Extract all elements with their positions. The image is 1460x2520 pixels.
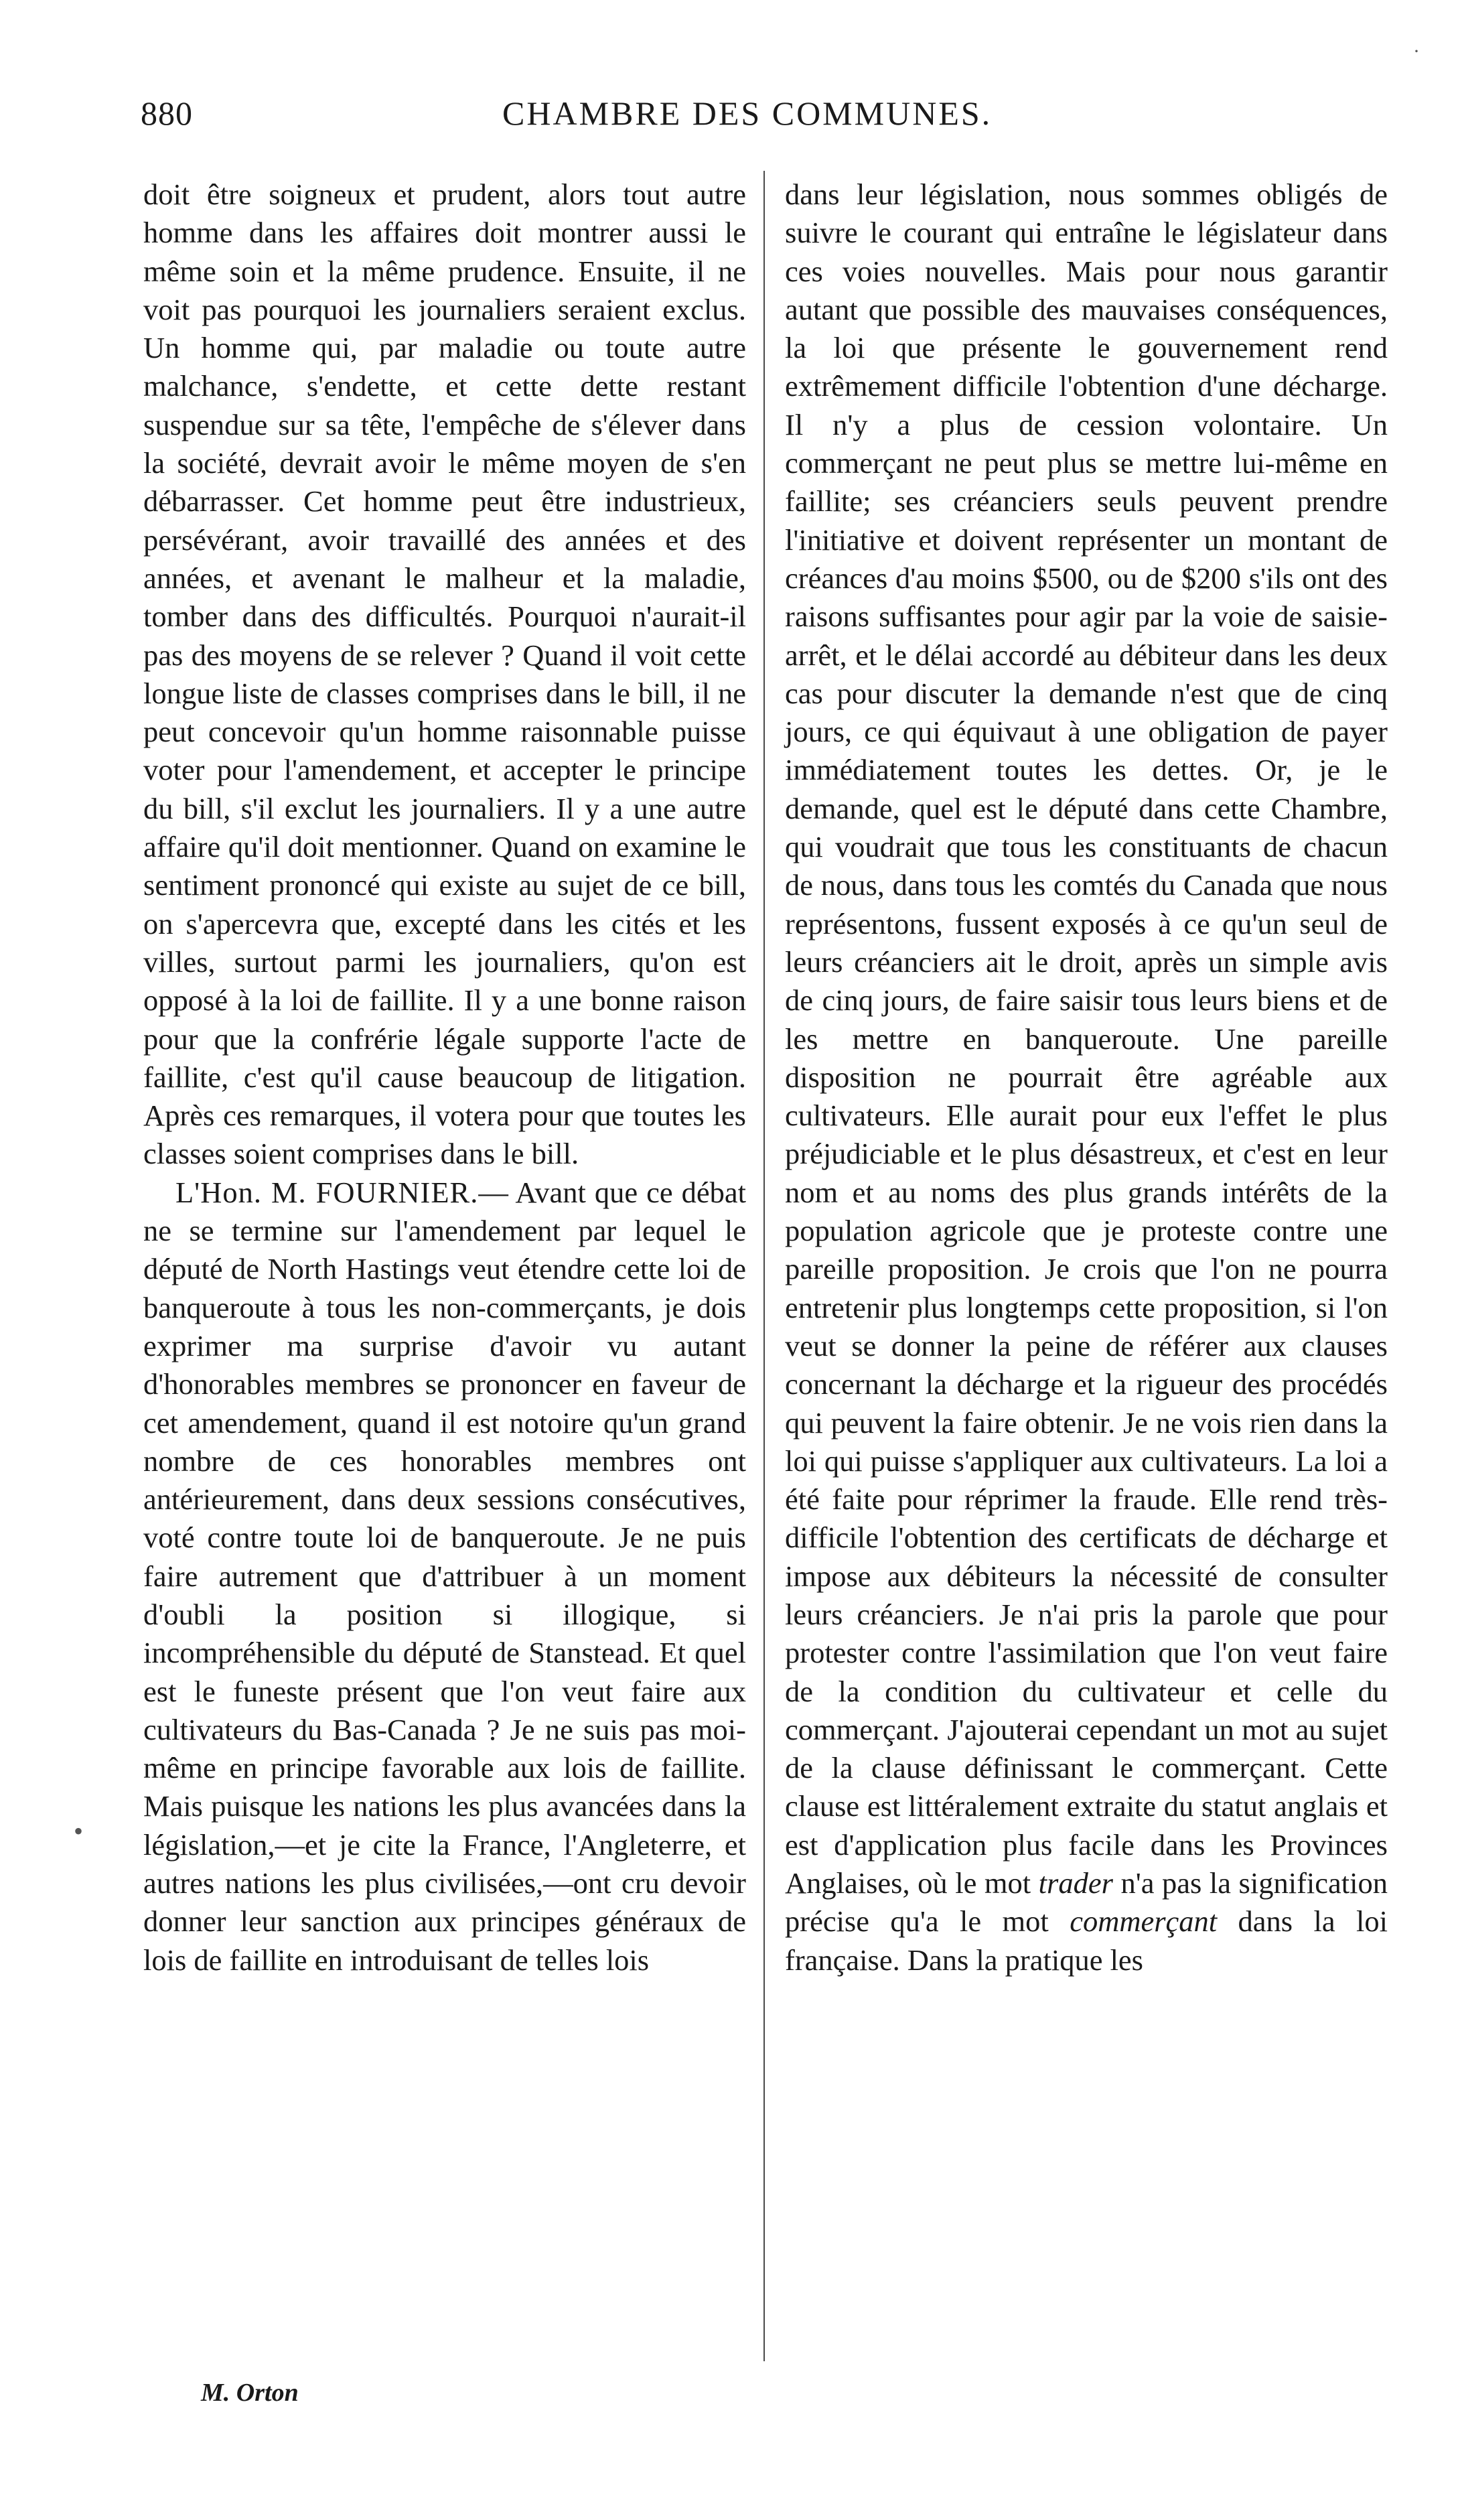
footer-name: M. Orton — [201, 2379, 299, 2407]
left-column — [143, 176, 746, 1979]
margin-dot: • — [74, 1816, 84, 1846]
running-title: CHAMBRE DES COMMUNES. — [502, 94, 993, 132]
right-text-b: n'a pas la signification précise qu'a le mot — [785, 1866, 1388, 1939]
term-commercant: commerçant — [1070, 1904, 1218, 1939]
right-column — [785, 176, 1388, 1979]
column-divider — [763, 171, 765, 2361]
speaker-name: L'Hon. M. FOURNIER. — [175, 1175, 479, 1209]
term-trader: trader — [1038, 1866, 1113, 1900]
right-text-a: dans leur législation, nous sommes obligés de suivre le courant qui entraîne le législateur dans ces voies nouvelles. Mais pour nous garantir autant que possible des mauvaises conséquences, la loi que présente le gouvernement rend extrêmement difficile l'obtention d'une décharge. Il n'y a plus de cession volontaire. Un commerçant ne peut plus se mettre lui-même en faillite; ses créanciers seuls peuvent prendre l'initiative et doivent représenter un montant de créances d'au moins $500, ou de $200 s'ils ont des raisons suffisantes pour agir par la voie de saisie-arrêt, et le délai accordé au débiteur dans les deux cas pour discuter la demande n'est que de cinq jours, ce qui équivaut à une obligation de payer immédiatement toutes les dettes. Or, je le demande, quel est le député dans cette Chambre, qui voudrait que tous les constituants de chacun de nous, dans tous les comtés du Canada que nous représentons, fussent exposés à ce qu'un seul de leurs créanciers ait le droit, après un simple avis de cinq jours, de faire saisir tous leurs biens et de les mettre en banqueroute. Une pareille disposition ne pourrait être agréable aux cultivateurs. Elle aurait pour eux l'effet le plus préjudiciable et le plus désastreux, et c'est en leur nom et au noms des plus grands intérêts de la population agricole que je proteste contre une pareille proposition. Je crois que l'on ne pourra entretenir plus longtemps cette proposition, si l'on veut se donner la peine de référer aux clauses concernant la décharge et la rigueur des procédés qui peuvent la faire obtenir. Je ne vois rien dans la loi qui puisse s'appliquer aux cultivateurs. La loi a été faite pour réprimer la fraude. Elle rend très-difficile l'obtention des certificats de décharge et impose aux débiteurs la nécessité de consulter leurs créanciers. Je n'ai pris la parole que pour protester contre l'assimilation que l'on veut faire de la condition du cultivateur et celle du commerçant. J'ajouterai cependant un mot au sujet de la clause définissant le commerçant. Cette clause est littéralement extraite du statut anglais et est d'application plus facile dans les Provinces Anglaises, où le mot — [785, 178, 1388, 1900]
left-paragraph-2 — [143, 1174, 746, 1979]
left-paragraph-1: doit être soigneux et prudent, alors tout autre homme dans les affaires doit montrer aussi le même soin et la même prudence. Ensuite, il ne voit pas pourquoi les journaliers seraient exclus. Un homme qui, par maladie ou toute autre malchance, s'endette, et cette dette restant suspendue sur sa tête, l'empêche de s'élever dans la société, devrait avoir le même moyen de s'en débarrasser. Cet homme peut être industrieux, persévérant, avoir travaillé des années et des années, et avenant le malheur et la maladie, tomber dans des difficultés. Pourquoi n'aurait-il pas des moyens de se relever ? Quand il voit cette longue liste de classes comprises dans le bill, il ne peut concevoir qu'un homme raisonnable puisse voter pour l'amendement, et accepter le principe du bill, s'il exclut les journaliers. Il y a une autre affaire qu'il doit mentionner. Quand on examine le sentiment prononcé qui existe au sujet de ce bill, on s'apercevra que, excepté dans les cités et les villes, surtout parmi les journaliers, qu'on est opposé à la loi de faillite. Il y a une bonne raison pour que la confrérie légale supporte l'acte de faillite, c'est qu'il cause beaucoup de litigation. Après ces remarques, il votera pour que toutes les classes soient comprises dans le bill. — [143, 178, 746, 1171]
right-paragraph-1 — [785, 176, 1388, 1979]
speech-text: — Avant que ce débat ne se termine sur l'amendement par lequel le député de North Hastings veut étendre cette loi de banqueroute à tous les non-commerçants, je dois exprimer ma surprise d'avoir vu autant d'honorables membres se prononcer en faveur de cet amendement, quand il est notoire qu'un grand nombre de ces honorables membres ont antérieurement, dans deux sessions consécutives, voté contre toute loi de banqueroute. Je ne puis faire autrement que d'attribuer à un moment d'oubli la position si illogique, si incompréhensible du député de Stanstead. Et quel est le funeste présent que l'on veut faire aux cultivateurs du Bas-Canada ? Je ne suis pas moi-même en principe favorable aux lois de faillite. Mais puisque les nations les plus avancées dans la législation,—et je cite la France, l'Angleterre, et autres nations les plus civilisées,—ont cru devoir donner leur sanction aux principes généraux de lois de faillite en introduisant de telles lois — [143, 1175, 746, 1977]
right-text-c: dans la loi française. Dans la pratique les — [785, 1904, 1388, 1977]
margin-mark: · — [1413, 40, 1420, 62]
page-header — [141, 94, 1386, 141]
page-number: 880 — [141, 94, 193, 132]
